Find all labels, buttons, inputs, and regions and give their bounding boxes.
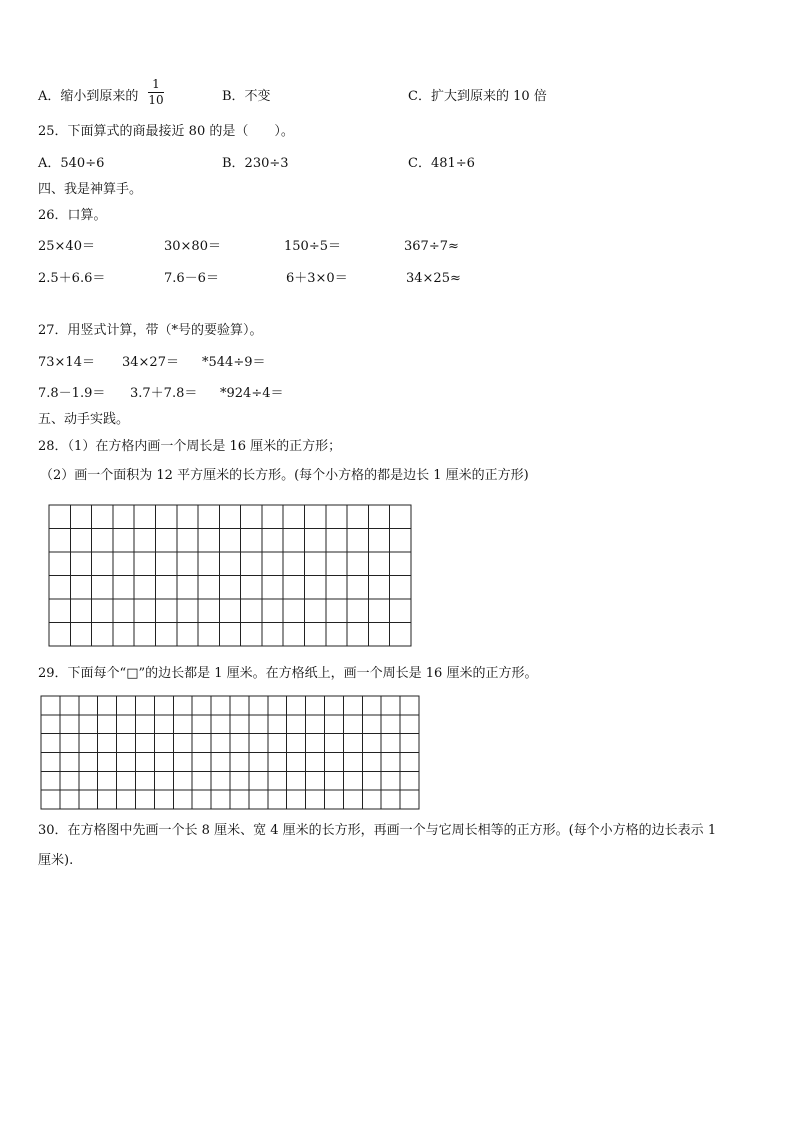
q25-option-a: A．540÷6 — [38, 156, 105, 171]
q28-line1: 28．（1）在方格内画一个周长是 16 厘米的正方形； — [38, 439, 342, 454]
q30-line2: 厘米). — [38, 853, 74, 868]
q25-option-c: C．481÷6 — [408, 156, 475, 171]
q26-item: 6＋3×0＝ — [286, 271, 348, 286]
q26-stem: 26．口算。 — [38, 208, 107, 223]
section4-heading: 四、我是神算手。 — [38, 182, 143, 197]
q27-stem: 27．用竖式计算，带（*号的要验算）。 — [38, 323, 263, 338]
q24-option-a — [38, 89, 138, 105]
fraction-denominator: 10 — [148, 93, 164, 107]
q26-item: 367÷7≈ — [404, 239, 459, 254]
fraction-numerator: 1 — [152, 77, 160, 91]
q26-item: 7.6－6＝ — [164, 271, 219, 286]
q27-item: 34×27＝ — [122, 355, 179, 370]
q25-stem: 25．下面算式的商最接近 80 的是（ ）。 — [38, 124, 294, 139]
q26-item: 25×40＝ — [38, 239, 95, 254]
q26-item: 34×25≈ — [406, 271, 461, 286]
q27-item: 3.7＋7.8＝ — [130, 386, 198, 401]
q27-item: *924÷4＝ — [220, 386, 284, 401]
q24-option-a-fraction — [148, 78, 164, 107]
q27-item: *544÷9＝ — [202, 355, 266, 370]
q26-item: 150÷5＝ — [284, 239, 341, 254]
q26-item: 30×80＝ — [164, 239, 221, 254]
q26-item: 2.5＋6.6＝ — [38, 271, 106, 286]
q27-item: 7.8－1.9＝ — [38, 386, 106, 401]
section5-heading: 五、动手实践。 — [38, 412, 130, 427]
q24-option-b: B．不变 — [222, 89, 271, 104]
q24-option-c: C．扩大到原来的 10 倍 — [408, 89, 547, 104]
q25-option-b: B．230÷3 — [222, 156, 289, 171]
q27-item: 73×14＝ — [38, 355, 95, 370]
q28-line2: （2）画一个面积为 12 平方厘米的长方形。(每个小方格的都是边长 1 厘米的正方形) — [40, 468, 529, 483]
q24-option-a-text: A．缩小到原来的 — [38, 89, 139, 104]
q29-stem: 29．下面每个“□”的边长都是 1 厘米。在方格纸上，画一个周长是 16 厘米的正方形。 — [38, 666, 538, 681]
q29-square-grid[interactable] — [40, 695, 420, 810]
q30-line1: 30．在方格图中先画一个长 8 厘米、宽 4 厘米的长方形，再画一个与它周长相等的正方形。(每个小方格的边长表示 1 — [38, 823, 717, 838]
q28-square-grid[interactable] — [48, 504, 412, 647]
